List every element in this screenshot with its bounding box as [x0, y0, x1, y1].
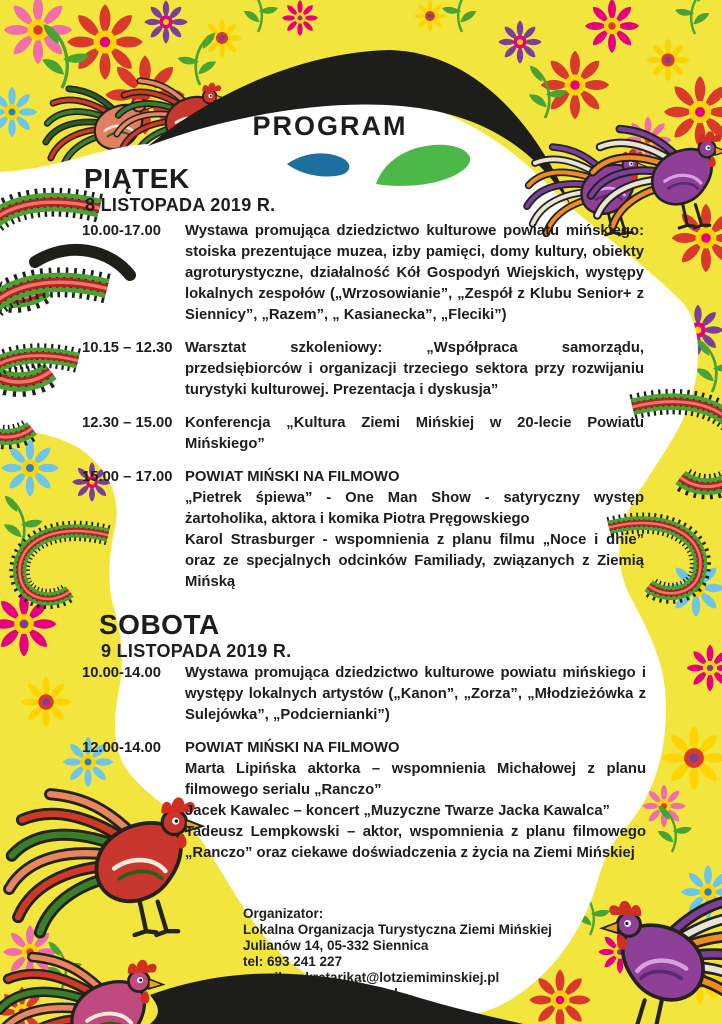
organizer-website: www.lotziemiminskiej.pl [243, 986, 398, 1001]
day-date-friday: 8 LISTOPADA 2019 R. [85, 195, 276, 215]
schedule-event [82, 338, 644, 401]
event-title: POWIAT MIŃSKI NA FILMOWO [185, 469, 400, 485]
organizer-email: e-mail: sekretarikat@lotziemiminskiej.pl [243, 970, 500, 985]
event-time: 10.15 – 12.30 [82, 340, 173, 356]
event-time: 12.00-14.00 [82, 740, 161, 756]
green-swoosh-icon [376, 145, 470, 186]
event-title: POWIAT MIŃSKI NA FILMOWO [185, 740, 400, 756]
organizer-phone: tel: 693 241 227 [243, 954, 343, 969]
event-time: 12.30 – 15.00 [82, 415, 173, 431]
organizer-address: Julianów 14, 05-332 Siennica [243, 938, 429, 953]
event-detail: „Pietrek śpiewa” - One Man Show - satyryczny występ żartoholika, aktora i komika Piotra Pręgowskiego [185, 490, 644, 527]
poster-title: PROGRAM [252, 111, 408, 141]
event-time: 10.00-14.00 [82, 665, 161, 681]
organizer-label: Organizator: [243, 906, 324, 921]
saturday-schedule [82, 663, 646, 876]
day-heading-friday: PIĄTEK [84, 163, 190, 194]
blue-swoosh-icon [287, 153, 349, 176]
event-text: Wystawa promująca dziedzictwo kulturowe powiatu mińskiego: stoiska prezentujące muzea, izby pamięci, domy kultury, obiekty agroturystyczne, działalność Kół Gospodyń Wiejskich, występy lokalnych zespołów („Wrzosowianie”, „Zespół z Klubu Senior+ z Siennicy”, „Razem”, „ Kasianecka”, „Fleciki”) [185, 223, 644, 323]
logo-swooshes [284, 142, 474, 188]
event-text: Konferencja „Kultura Ziemi Mińskiej w 20-lecie Powiatu Mińskiego” [185, 415, 644, 452]
event-detail: Jacek Kawalec – koncert „Muzyczne Twarze Jacka Kawalca” [185, 803, 610, 819]
event-detail: Karol Strasburger - wspomnienia z planu filmu „Noce i dnie” oraz ze specjalnych odcinków Familiady, związanych z Ziemią Mińską [185, 532, 644, 590]
schedule-event [82, 221, 644, 326]
event-detail: Tadeusz Lempkowski – aktor, wspomnienia z planu filmowego „Ranczo” oraz ciekawe doświadczenia z życia na Ziemi Mińskiej [185, 824, 646, 861]
event-time: 10.00-17.00 [82, 223, 161, 239]
event-text: Warsztat szkoleniowy: „Współpraca samorządu, przedsiębiorców i organizacji trzeciego sektora przy rozwijaniu turystyki kulturowej. Prezentacja i dyskusja” [185, 340, 644, 398]
day-heading-saturday: SOBOTA [99, 609, 220, 640]
schedule-event [82, 663, 646, 726]
event-detail: Marta Lipińska aktorka – wspomnienia Michałowej z planu filmowego serialu „Ranczo” [185, 761, 646, 798]
organizer-block [243, 906, 573, 1002]
schedule-event [82, 738, 646, 864]
schedule-event [82, 413, 644, 455]
day-date-saturday: 9 LISTOPADA 2019 R. [101, 641, 292, 661]
event-time: 15.00 – 17.00 [82, 469, 173, 485]
schedule-event [82, 467, 644, 593]
friday-schedule [82, 221, 644, 605]
organizer-name: Lokalna Organizacja Turystyczna Ziemi Mińskiej [243, 922, 552, 937]
event-text: Wystawa promująca dziedzictwo kulturowe powiatu mińskiego i występy lokalnych artystów („Kanon”, „Zorza”, „Młodzieżówka z Sulejówka”, „Podciernianki”) [185, 665, 646, 723]
